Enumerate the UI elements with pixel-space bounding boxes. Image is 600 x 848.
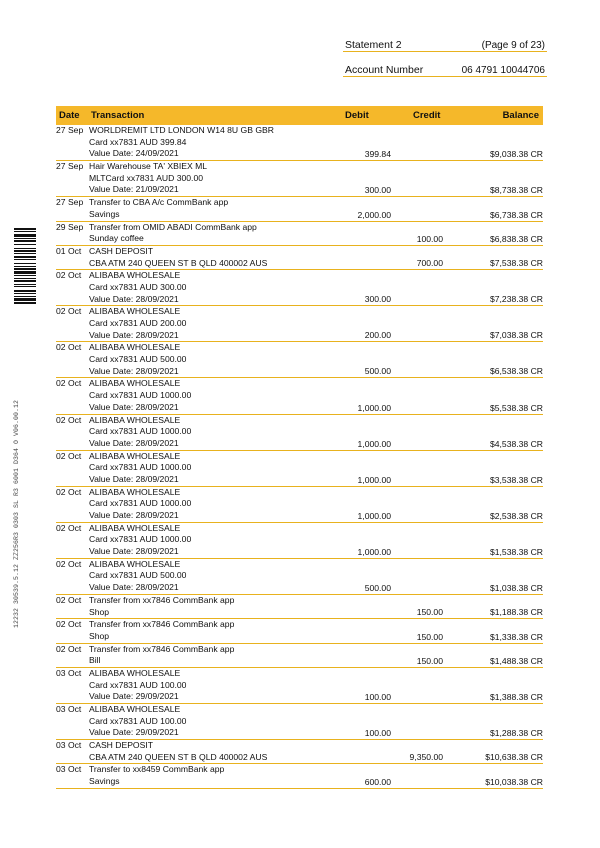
- transaction-text: ALIBABA WHOLESALE: [89, 667, 181, 678]
- balance-amount: $10,038.38 CR: [485, 776, 543, 787]
- transaction-text: Value Date: 24/09/2021: [89, 148, 179, 159]
- transaction-detail: [56, 148, 543, 160]
- transaction-date: 02 Oct: [56, 643, 82, 654]
- credit-amount: 150.00: [416, 631, 443, 642]
- transaction-detail: [56, 727, 543, 739]
- transaction-text: Savings: [89, 208, 120, 219]
- transaction-text: Transfer from xx7846 CommBank app: [89, 619, 235, 630]
- transaction-row: [56, 197, 543, 221]
- balance-amount: $6,838.38 CR: [489, 233, 543, 244]
- account-row: [343, 55, 547, 77]
- transaction-text: Value Date: 28/09/2021: [89, 437, 179, 448]
- transaction-text: ALIBABA WHOLESALE: [89, 342, 181, 353]
- transaction-row: [56, 668, 543, 704]
- transaction-description: [56, 595, 543, 607]
- transaction-text: ALIBABA WHOLESALE: [89, 270, 181, 281]
- transaction-text: Card xx7831 AUD 1000.00: [89, 426, 192, 437]
- transaction-detail: [56, 582, 543, 594]
- debit-amount: 500.00: [364, 582, 391, 593]
- transaction-text: Card xx7831 AUD 1000.00: [89, 534, 192, 545]
- transaction-text: Savings: [89, 776, 120, 787]
- transaction-detail: [56, 716, 543, 728]
- transaction-date: 02 Oct: [56, 522, 82, 533]
- statement-row: [343, 30, 547, 52]
- transaction-text: Hair Warehouse TA' XBIEX ML: [89, 161, 208, 172]
- transaction-text: Shop: [89, 606, 110, 617]
- debit-amount: 2,000.00: [357, 209, 391, 220]
- transaction-description: [56, 668, 543, 680]
- column-header-balance: Balance: [502, 110, 539, 121]
- transaction-text: Card xx7831 AUD 1000.00: [89, 462, 192, 473]
- transaction-text: ALIBABA WHOLESALE: [89, 306, 181, 317]
- transaction-text: Value Date: 28/09/2021: [89, 365, 179, 376]
- balance-amount: $2,538.38 CR: [489, 510, 543, 521]
- transaction-text: ALIBABA WHOLESALE: [89, 414, 181, 425]
- balance-amount: $7,038.38 CR: [489, 330, 543, 341]
- transaction-text: Card xx7831 AUD 1000.00: [89, 390, 192, 401]
- transaction-date: 03 Oct: [56, 667, 82, 678]
- transaction-text: Transfer from OMID ABADI CommBank app: [89, 221, 257, 232]
- transaction-detail: [56, 402, 543, 414]
- transaction-detail: [56, 498, 543, 510]
- transaction-description: [56, 125, 543, 137]
- transaction-text: ALIBABA WHOLESALE: [89, 378, 181, 389]
- transaction-row: [56, 378, 543, 414]
- transaction-row: [56, 125, 543, 161]
- transaction-description: [56, 161, 543, 173]
- transaction-row: [56, 764, 543, 788]
- credit-amount: 9,350.00: [409, 752, 443, 763]
- transaction-date: 02 Oct: [56, 306, 82, 317]
- transaction-text: Transfer to xx8459 CommBank app: [89, 764, 225, 775]
- transaction-description: [56, 764, 543, 776]
- transaction-text: MLTCard xx7831 AUD 300.00: [89, 172, 204, 183]
- transaction-row: [56, 246, 543, 270]
- transaction-text: Card xx7831 AUD 100.00: [89, 715, 187, 726]
- debit-amount: 200.00: [364, 330, 391, 341]
- transaction-text: Value Date: 28/09/2021: [89, 473, 179, 484]
- transaction-text: Value Date: 28/09/2021: [89, 329, 179, 340]
- transaction-text: CBA ATM 240 QUEEN ST B QLD 400002 AUS: [89, 257, 268, 268]
- balance-amount: $1,488.38 CR: [489, 655, 543, 666]
- balance-amount: $1,538.38 CR: [489, 546, 543, 557]
- transaction-detail: [56, 209, 543, 221]
- debit-amount: 1,000.00: [357, 474, 391, 485]
- side-reference-code: 12232 30539.5.12 ZZ256R3 0303 SL R3 6001 D364 O V06.00.12: [13, 399, 20, 628]
- transaction-date: 02 Oct: [56, 486, 82, 497]
- transaction-row: [56, 451, 543, 487]
- transaction-row: [56, 270, 543, 306]
- balance-amount: $7,538.38 CR: [489, 258, 543, 269]
- account-label: Account Number: [345, 64, 424, 76]
- transaction-description: [56, 342, 543, 354]
- transaction-detail: [56, 474, 543, 486]
- transaction-description: [56, 270, 543, 282]
- transaction-row: [56, 619, 543, 643]
- transaction-text: CBA ATM 240 QUEEN ST B QLD 400002 AUS: [89, 751, 268, 762]
- transaction-text: WORLDREMIT LTD LONDON W14 8U GB GBR: [89, 125, 274, 135]
- transaction-row: [56, 644, 543, 668]
- transaction-detail: [56, 691, 543, 703]
- transaction-description: [56, 378, 543, 390]
- transaction-detail: [56, 330, 543, 342]
- page-info: (Page 9 of 23): [481, 40, 545, 51]
- column-header-credit: Credit: [413, 110, 441, 121]
- balance-amount: $4,538.38 CR: [489, 438, 543, 449]
- transaction-detail: [56, 631, 543, 643]
- balance-amount: $5,538.38 CR: [489, 402, 543, 413]
- transaction-text: Value Date: 29/09/2021: [89, 727, 179, 738]
- transaction-date: 03 Oct: [56, 764, 82, 775]
- debit-amount: 300.00: [364, 294, 391, 305]
- transaction-description: [56, 222, 543, 234]
- balance-amount: $3,538.38 CR: [489, 474, 543, 485]
- transaction-date: 01 Oct: [56, 245, 82, 256]
- transaction-text: Shop: [89, 630, 110, 641]
- column-header-debit: Debit: [345, 110, 369, 121]
- transaction-description: [56, 415, 543, 427]
- transaction-row: [56, 559, 543, 595]
- statement-label: Statement 2: [345, 39, 402, 51]
- transaction-text: ALIBABA WHOLESALE: [89, 558, 181, 569]
- transaction-detail: [56, 137, 543, 149]
- balance-amount: $6,538.38 CR: [489, 366, 543, 377]
- transaction-detail: [56, 680, 543, 692]
- table-header: [56, 106, 543, 125]
- transaction-detail: [56, 570, 543, 582]
- column-header-transaction: Transaction: [91, 110, 145, 121]
- transaction-detail: [56, 184, 543, 196]
- transaction-detail: [56, 462, 543, 474]
- transaction-detail: [56, 752, 543, 764]
- transaction-description: [56, 451, 543, 463]
- transaction-date: 02 Oct: [56, 378, 82, 389]
- transaction-detail: [56, 258, 543, 270]
- transaction-date: 02 Oct: [56, 558, 82, 569]
- balance-amount: $9,038.38 CR: [489, 149, 543, 160]
- credit-amount: 700.00: [416, 258, 443, 269]
- transaction-detail: [56, 776, 543, 788]
- transaction-description: [56, 559, 543, 571]
- transaction-date: 03 Oct: [56, 704, 82, 714]
- debit-amount: 1,000.00: [357, 402, 391, 413]
- transaction-text: CASH DEPOSIT: [89, 245, 153, 256]
- transaction-detail: [56, 390, 543, 402]
- barcode-image: [14, 228, 36, 326]
- transaction-detail: [56, 294, 543, 306]
- transaction-date: 02 Oct: [56, 450, 82, 461]
- transaction-text: Card xx7831 AUD 300.00: [89, 281, 187, 292]
- transaction-row: [56, 704, 543, 740]
- transaction-text: Transfer to CBA A/c CommBank app: [89, 197, 229, 208]
- transaction-text: Value Date: 29/09/2021: [89, 691, 179, 702]
- transaction-date: 02 Oct: [56, 414, 82, 425]
- transaction-text: Value Date: 28/09/2021: [89, 510, 179, 520]
- credit-amount: 150.00: [416, 607, 443, 618]
- transaction-description: [56, 197, 543, 209]
- transaction-description: [56, 704, 543, 716]
- debit-amount: 300.00: [364, 185, 391, 196]
- transaction-detail: [56, 366, 543, 378]
- balance-amount: $6,738.38 CR: [489, 209, 543, 220]
- transaction-detail: [56, 233, 543, 245]
- transaction-row: [56, 161, 543, 197]
- transaction-description: [56, 740, 543, 752]
- transaction-detail: [56, 426, 543, 438]
- transaction-description: [56, 523, 543, 535]
- transaction-date: 02 Oct: [56, 619, 82, 630]
- balance-amount: $1,188.38 CR: [489, 607, 543, 618]
- debit-amount: 399.84: [364, 149, 391, 160]
- transaction-detail: [56, 510, 543, 522]
- transaction-date: 03 Oct: [56, 740, 82, 751]
- transaction-date: 27 Sep: [56, 161, 84, 172]
- transaction-detail: [56, 546, 543, 558]
- debit-amount: 1,000.00: [357, 438, 391, 449]
- account-number: 06 4791 10044706: [461, 65, 545, 76]
- transaction-row: [56, 487, 543, 523]
- credit-amount: 100.00: [416, 233, 443, 244]
- transaction-text: Transfer from xx7846 CommBank app: [89, 643, 235, 654]
- balance-amount: $1,288.38 CR: [489, 728, 543, 739]
- transaction-date: 27 Sep: [56, 125, 84, 135]
- balance-amount: $7,238.38 CR: [489, 294, 543, 305]
- transaction-detail: [56, 173, 543, 185]
- transaction-detail: [56, 607, 543, 619]
- debit-amount: 1,000.00: [357, 510, 391, 521]
- transaction-row: [56, 415, 543, 451]
- statement-header: [343, 30, 547, 77]
- transaction-detail: [56, 534, 543, 546]
- credit-amount: 150.00: [416, 655, 443, 666]
- transaction-text: Card xx7831 AUD 1000.00: [89, 498, 192, 509]
- column-header-date: Date: [59, 110, 80, 121]
- balance-amount: $10,638.38 CR: [485, 752, 543, 763]
- transaction-row: [56, 740, 543, 764]
- transaction-detail: [56, 655, 543, 667]
- debit-amount: 100.00: [364, 692, 391, 702]
- transaction-date: 02 Oct: [56, 594, 82, 605]
- balance-amount: $1,338.38 CR: [489, 631, 543, 642]
- transaction-text: CASH DEPOSIT: [89, 740, 153, 751]
- transaction-text: Card xx7831 AUD 100.00: [89, 679, 187, 690]
- transaction-text: ALIBABA WHOLESALE: [89, 486, 181, 497]
- transaction-text: Card xx7831 AUD 200.00: [89, 318, 187, 328]
- debit-amount: 500.00: [364, 366, 391, 377]
- transaction-detail: [56, 438, 543, 450]
- transaction-text: Bill: [89, 655, 101, 666]
- transaction-detail: [56, 354, 543, 366]
- transaction-text: Card xx7831 AUD 399.84: [89, 136, 187, 147]
- transaction-row: [56, 222, 543, 246]
- balance-amount: $8,738.38 CR: [489, 185, 543, 196]
- transaction-text: Value Date: 28/09/2021: [89, 582, 179, 593]
- transaction-text: Card xx7831 AUD 500.00: [89, 570, 187, 581]
- transaction-description: [56, 306, 543, 318]
- debit-amount: 1,000.00: [357, 546, 391, 557]
- transaction-detail: [56, 282, 543, 294]
- balance-amount: $1,388.38 CR: [489, 692, 543, 702]
- transaction-description: [56, 487, 543, 499]
- transaction-text: Value Date: 28/09/2021: [89, 546, 179, 557]
- transaction-row: [56, 306, 543, 342]
- transaction-description: [56, 644, 543, 656]
- transaction-text: ALIBABA WHOLESALE: [89, 450, 181, 461]
- transaction-detail: [56, 318, 543, 330]
- transaction-date: 27 Sep: [56, 197, 84, 208]
- transaction-row: [56, 595, 543, 619]
- transaction-text: Sunday coffee: [89, 233, 144, 244]
- transaction-text: ALIBABA WHOLESALE: [89, 704, 181, 714]
- debit-amount: 100.00: [364, 728, 391, 739]
- transaction-date: 29 Sep: [56, 221, 84, 232]
- debit-amount: 600.00: [364, 776, 391, 787]
- transaction-date: 02 Oct: [56, 270, 82, 281]
- transaction-text: Card xx7831 AUD 500.00: [89, 354, 187, 365]
- transaction-text: Value Date: 21/09/2021: [89, 184, 179, 195]
- transaction-text: Transfer from xx7846 CommBank app: [89, 594, 235, 605]
- transaction-text: Value Date: 28/09/2021: [89, 401, 179, 412]
- transaction-description: [56, 619, 543, 631]
- transaction-description: [56, 246, 543, 258]
- balance-amount: $1,038.38 CR: [489, 582, 543, 593]
- transaction-date: 02 Oct: [56, 342, 82, 353]
- transaction-text: Value Date: 28/09/2021: [89, 293, 179, 304]
- transaction-row: [56, 523, 543, 559]
- transaction-row: [56, 342, 543, 378]
- transactions-table: [56, 125, 543, 789]
- transaction-text: ALIBABA WHOLESALE: [89, 522, 181, 533]
